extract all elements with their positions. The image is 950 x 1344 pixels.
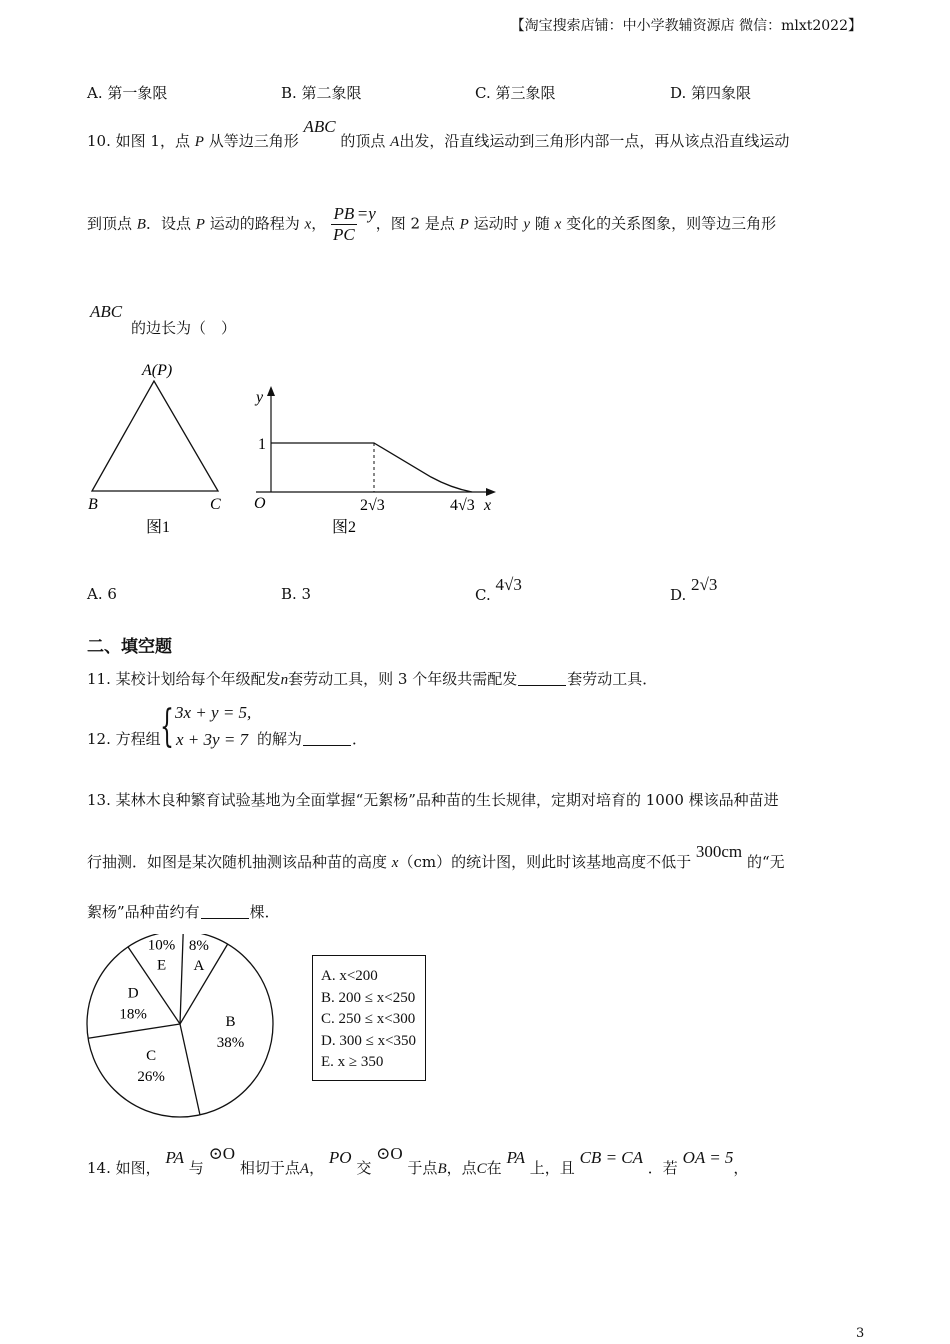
equation-1: 3x + y = 5, [175, 703, 252, 722]
q12: 12. 方程组 [87, 730, 161, 748]
q10-option-a: A. 6 [87, 585, 117, 603]
figure-1-caption: 图1 [146, 519, 171, 536]
q11: 11. 某校计划给每个年级配发n套劳动工具，则 3 个年级共需配发 套劳动工具． [87, 670, 658, 688]
page-number: 3 [856, 1326, 865, 1341]
legend-item-a: A. x<200 [321, 968, 378, 984]
y-axis-label: y [256, 389, 264, 406]
q9-option-b: B. 第二象限 [281, 84, 362, 102]
pie-chart [84, 934, 284, 1124]
q10-line1: 10. 如图 1，点 P 从等边三角形 ABC 的顶点 A出发，沿直线运动到三角形内部一点，再从该点沿直线运动 [87, 117, 790, 150]
figure-1-triangle [82, 355, 242, 540]
q14: 14. 如图， PA 与 ⊙O 相切于点A， PO 交 ⊙O 于点B，点C在 PA 上，且 CB = CA ．若 OA = 5， [87, 1144, 749, 1177]
q10-line3-text: 的边长为（ ） [131, 319, 237, 337]
triangle-abc [92, 381, 218, 491]
pie-percent-c: 26% [137, 1069, 165, 1086]
figure-2-graph [246, 380, 506, 540]
q10-option-c: C. 4√3 [475, 575, 522, 604]
q13-line2: 行抽测．如图是某次随机抽测该品种苗的高度 x（cm）的统计图，则此时该基地高度不低于 300cm 的“无 [87, 842, 785, 871]
q13-line1: 13. 某林木良种繁育试验基地为全面掌握“无絮杨”品种苗的生长规律，定期对培育的 1000 棵该品种苗进 [87, 791, 779, 809]
answer-blank [303, 731, 351, 746]
q10-option-d: D. 2√3 [670, 575, 718, 604]
x-axis-label: x [484, 497, 492, 514]
vertex-c-label: C [210, 496, 221, 513]
equation-system-brace: { [160, 701, 174, 752]
q12-tail: 的解为 ． [257, 730, 368, 748]
q13-line3: 絮杨”品种苗约有 棵． [87, 903, 280, 921]
pie-label-c: C [146, 1048, 157, 1065]
q10-line2: 到顶点 B．设点 P 运动的路程为 x， $\frac{PB}{PC}$ =y，图 2 是点 P 运动时 y 随 x 变化的关系图象，则等边三角形 [87, 203, 777, 244]
pie-label-b: B [225, 1014, 236, 1031]
answer-blank [518, 671, 566, 686]
header-text: 【淘宝搜索店铺：中小学教辅资源店 微信：mlxt2022】 [510, 18, 862, 34]
answer-blank [201, 904, 249, 919]
pie-label-d: D [127, 985, 139, 1002]
pie-percent-a: 8% [188, 937, 209, 954]
section-title: 二、填空题 [87, 637, 172, 657]
figure-2-caption: 图2 [332, 519, 357, 536]
pie-percent-e: 10% [147, 937, 176, 954]
legend-item-b: B. 200 ≤ x<250 [321, 989, 416, 1006]
pie-percent-b: 38% [216, 1035, 245, 1052]
fraction-pb-pc: $\frac{PB}{PC}$ [332, 204, 355, 244]
chart-legend [312, 955, 426, 1081]
pie-label-e: E [156, 957, 167, 974]
q9-option-c: C. 第三象限 [475, 84, 556, 102]
x-axis-arrow [486, 488, 496, 496]
q10-line3: ABC [90, 302, 123, 321]
equation-2: x + 3y = 7 [176, 730, 249, 749]
legend-item-e: E. x ≥ 350 [321, 1054, 384, 1070]
pie-label-a: A [193, 957, 205, 974]
vertex-b-label: B [88, 496, 98, 513]
q9-option-a: A. 第一象限 [87, 84, 168, 102]
y-axis-arrow [267, 386, 275, 396]
graph-curve [271, 443, 472, 492]
legend-item-c: C. 250 ≤ x<300 [321, 1011, 416, 1027]
legend-item-d: D. 300 ≤ x<350 [321, 1032, 417, 1049]
y-tick-label: 1 [258, 436, 266, 453]
pie-percent-d: 18% [119, 1006, 147, 1023]
q9-option-d: D. 第四象限 [670, 84, 752, 102]
x-tick-2-label: 4√3 [450, 497, 475, 514]
x-tick-1-label: 2√3 [360, 497, 385, 514]
q10-option-b: B. 3 [281, 585, 312, 603]
vertex-a-label: A(P) [142, 362, 173, 379]
origin-label: O [254, 495, 266, 512]
